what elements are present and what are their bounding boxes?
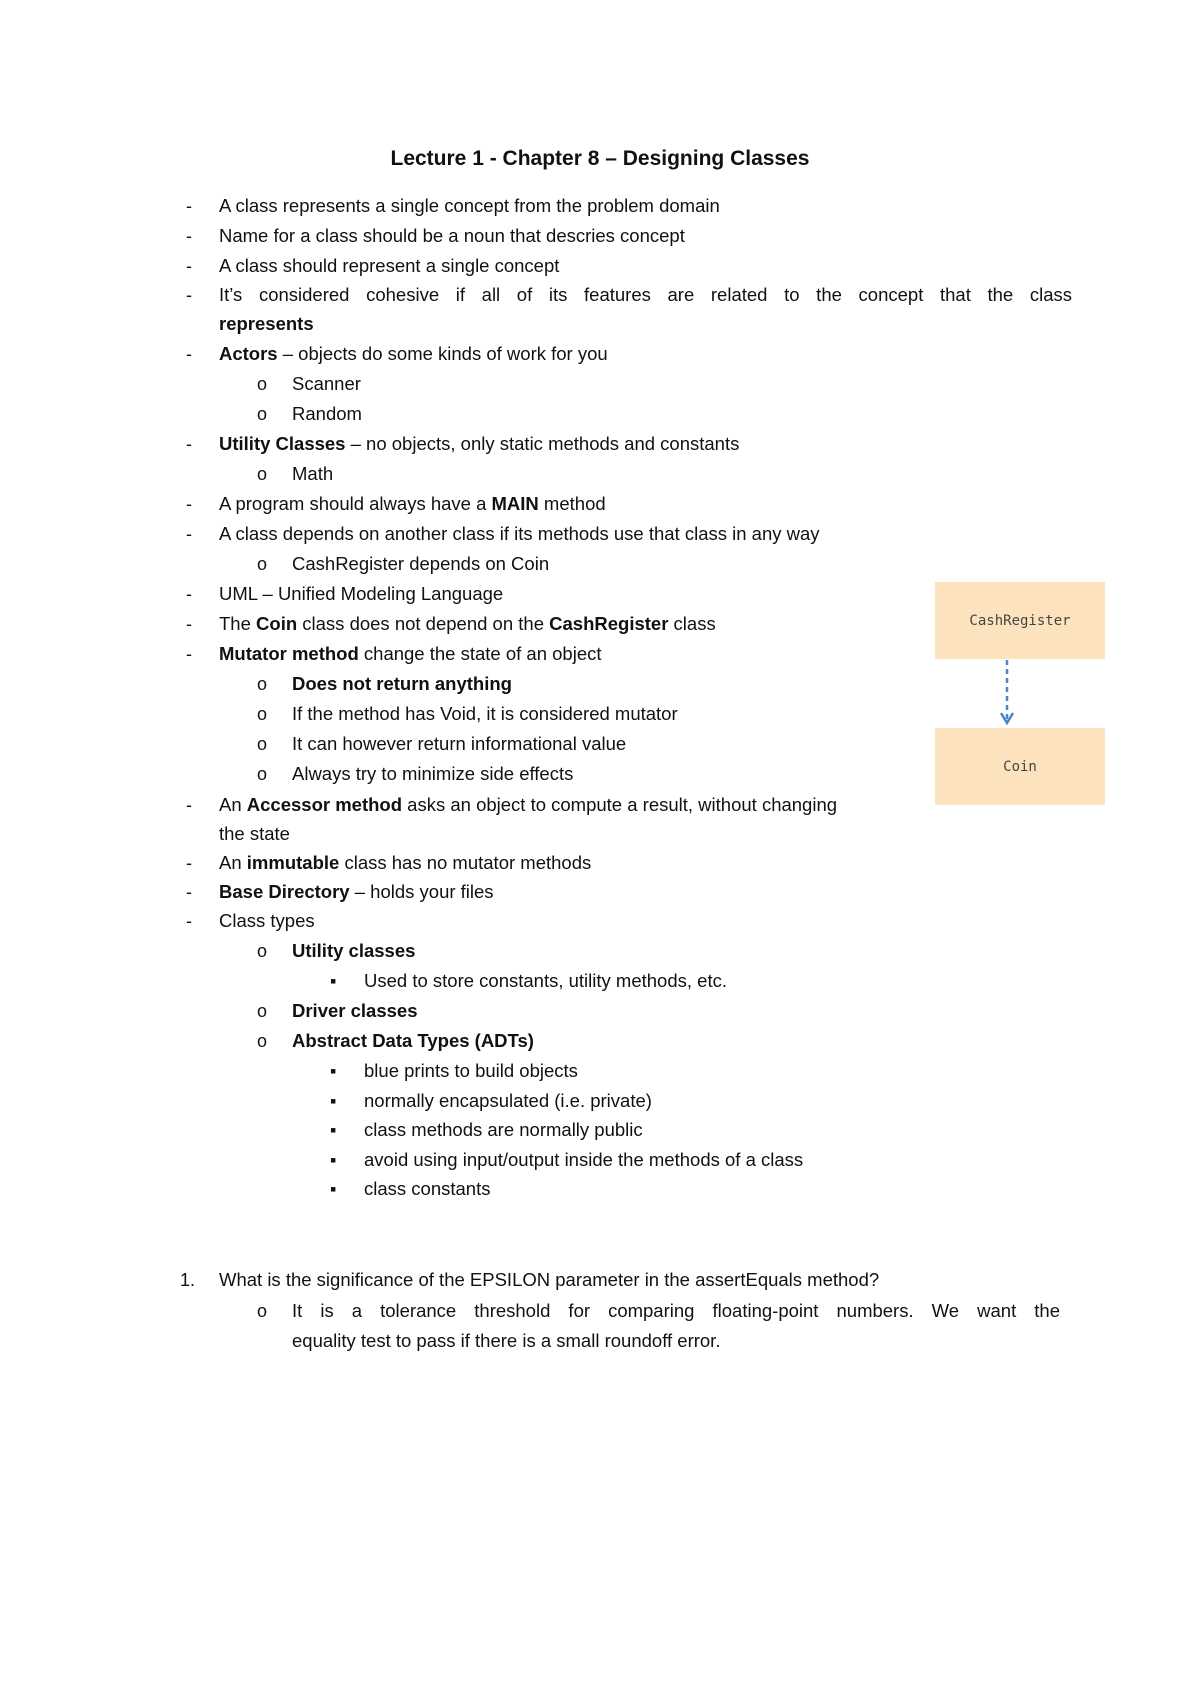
sub-sub-bullet-line: normally encapsulated (i.e. private) bbox=[364, 1090, 652, 1111]
sub-bullet-line: If the method has Void, it is considered mutator bbox=[292, 703, 678, 724]
circle-marker: o bbox=[257, 734, 268, 754]
bullet-line: A class represents a single concept from the problem domain bbox=[219, 195, 720, 216]
dash-marker: - bbox=[186, 524, 192, 544]
sub-bullet-line: Utility classes bbox=[292, 940, 416, 961]
dash-marker: - bbox=[186, 344, 192, 364]
term-description: – objects do some kinds of work for you bbox=[277, 343, 608, 364]
dash-marker: - bbox=[186, 614, 192, 634]
sub-sub-bullet-line: class constants bbox=[364, 1178, 491, 1199]
answer-line-continuation: equality test to pass if there is a small roundoff error. bbox=[292, 1330, 721, 1351]
circle-marker: o bbox=[257, 374, 268, 394]
dash-marker: - bbox=[186, 911, 192, 931]
circle-marker: o bbox=[257, 464, 268, 484]
question-line: What is the significance of the EPSILON parameter in the assertEquals method? bbox=[219, 1269, 880, 1290]
circle-marker: o bbox=[257, 554, 268, 574]
bullet-line-continuation: the state bbox=[219, 823, 290, 844]
sub-bullet-line: Always try to minimize side effects bbox=[292, 763, 574, 784]
term-bold: Actors bbox=[219, 343, 278, 364]
bullet-line bbox=[219, 881, 494, 903]
page-title: Lecture 1 - Chapter 8 – Designing Classes bbox=[390, 147, 810, 170]
circle-marker: o bbox=[257, 404, 268, 424]
text-segment: The bbox=[219, 613, 257, 634]
bullet-line: UML – Unified Modeling Language bbox=[219, 583, 504, 604]
sub-bullet-line: Abstract Data Types (ADTs) bbox=[292, 1030, 534, 1051]
bullet-line: A class depends on another class if its methods use that class in any way bbox=[219, 523, 820, 544]
uml-class-coin bbox=[935, 728, 1105, 805]
uml-class-cashregister bbox=[935, 582, 1105, 659]
circle-marker: o bbox=[257, 1301, 268, 1321]
dash-marker: - bbox=[186, 494, 192, 514]
number-marker: 1. bbox=[180, 1270, 196, 1290]
bullet-line-continuation: represents bbox=[219, 313, 314, 334]
square-marker: ▪ bbox=[330, 1091, 337, 1111]
sub-bullet-line: Math bbox=[292, 463, 334, 484]
square-marker: ▪ bbox=[330, 1179, 337, 1199]
bullet-line bbox=[219, 643, 602, 665]
sub-bullet-line: It can however return informational value bbox=[292, 733, 627, 754]
bullet-line bbox=[219, 343, 608, 365]
term-description: class has no mutator methods bbox=[339, 852, 592, 873]
bullet-line: Class types bbox=[219, 910, 315, 931]
sub-sub-bullet-line: blue prints to build objects bbox=[364, 1060, 578, 1081]
sub-bullet-line: Random bbox=[292, 403, 362, 424]
circle-marker: o bbox=[257, 704, 268, 724]
sub-bullet-line: Scanner bbox=[292, 373, 361, 394]
dash-marker: - bbox=[186, 196, 192, 216]
term-bold: Utility Classes bbox=[219, 433, 346, 454]
term-description: change the state of an object bbox=[358, 643, 602, 664]
sub-sub-bullet-line: avoid using input/output inside the methods of a class bbox=[364, 1149, 804, 1170]
text-segment: A program should always have a bbox=[219, 493, 492, 514]
dash-marker: - bbox=[186, 226, 192, 246]
dash-marker: - bbox=[186, 853, 192, 873]
bullet-line: A class should represent a single concept bbox=[219, 255, 560, 276]
square-marker: ▪ bbox=[330, 1120, 337, 1140]
term-description: asks an object to compute a result, without changing bbox=[402, 794, 838, 815]
sub-bullet-line: Does not return anything bbox=[292, 673, 512, 694]
text-segment: class does not depend on the bbox=[297, 613, 550, 634]
bullet-line bbox=[219, 794, 837, 816]
dash-marker: - bbox=[186, 434, 192, 454]
dash-marker: - bbox=[186, 644, 192, 664]
sub-sub-bullet-line: Used to store constants, utility methods, etc. bbox=[364, 970, 727, 991]
dependency-arrow bbox=[1000, 660, 1014, 730]
circle-marker: o bbox=[257, 941, 268, 961]
circle-marker: o bbox=[257, 764, 268, 784]
bullet-line bbox=[219, 852, 591, 874]
text-segment: An bbox=[219, 852, 247, 873]
sub-bullet-line: CashRegister depends on Coin bbox=[292, 553, 550, 574]
term-bold: CashRegister bbox=[549, 613, 669, 634]
bullet-line bbox=[219, 613, 716, 635]
sub-sub-bullet-line: class methods are normally public bbox=[364, 1119, 643, 1140]
sub-bullet-line: Driver classes bbox=[292, 1000, 418, 1021]
bullet-line: Name for a class should be a noun that descries concept bbox=[219, 225, 685, 246]
bullet-line: It’s considered cohesive if all of its features are related to the concept that the class bbox=[219, 284, 1072, 305]
term-bold: Mutator method bbox=[219, 643, 359, 664]
dash-marker: - bbox=[186, 285, 192, 305]
term-description: – holds your files bbox=[349, 881, 494, 902]
term-bold: MAIN bbox=[491, 493, 539, 514]
uml-class-name: CashRegister bbox=[969, 612, 1071, 629]
term-description: – no objects, only static methods and constants bbox=[345, 433, 740, 454]
term-bold: immutable bbox=[246, 852, 340, 873]
dash-marker: - bbox=[186, 882, 192, 902]
text-segment: method bbox=[538, 493, 606, 514]
dash-marker: - bbox=[186, 584, 192, 604]
square-marker: ▪ bbox=[330, 1061, 337, 1081]
square-marker: ▪ bbox=[330, 971, 337, 991]
dash-marker: - bbox=[186, 256, 192, 276]
bullet-line bbox=[219, 493, 606, 515]
term-bold: Accessor method bbox=[246, 794, 403, 815]
uml-class-name: Coin bbox=[1003, 758, 1037, 775]
circle-marker: o bbox=[257, 1001, 268, 1021]
term-bold: Coin bbox=[256, 613, 298, 634]
answer-line: It is a tolerance threshold for comparing floating-point numbers. We want the bbox=[292, 1300, 1060, 1321]
dash-marker: - bbox=[186, 795, 192, 815]
bullet-line bbox=[219, 433, 739, 455]
circle-marker: o bbox=[257, 1031, 268, 1051]
term-bold: Base Directory bbox=[219, 881, 350, 902]
text-segment: An bbox=[219, 794, 247, 815]
square-marker: ▪ bbox=[330, 1150, 337, 1170]
circle-marker: o bbox=[257, 674, 268, 694]
text-segment: class bbox=[668, 613, 716, 634]
